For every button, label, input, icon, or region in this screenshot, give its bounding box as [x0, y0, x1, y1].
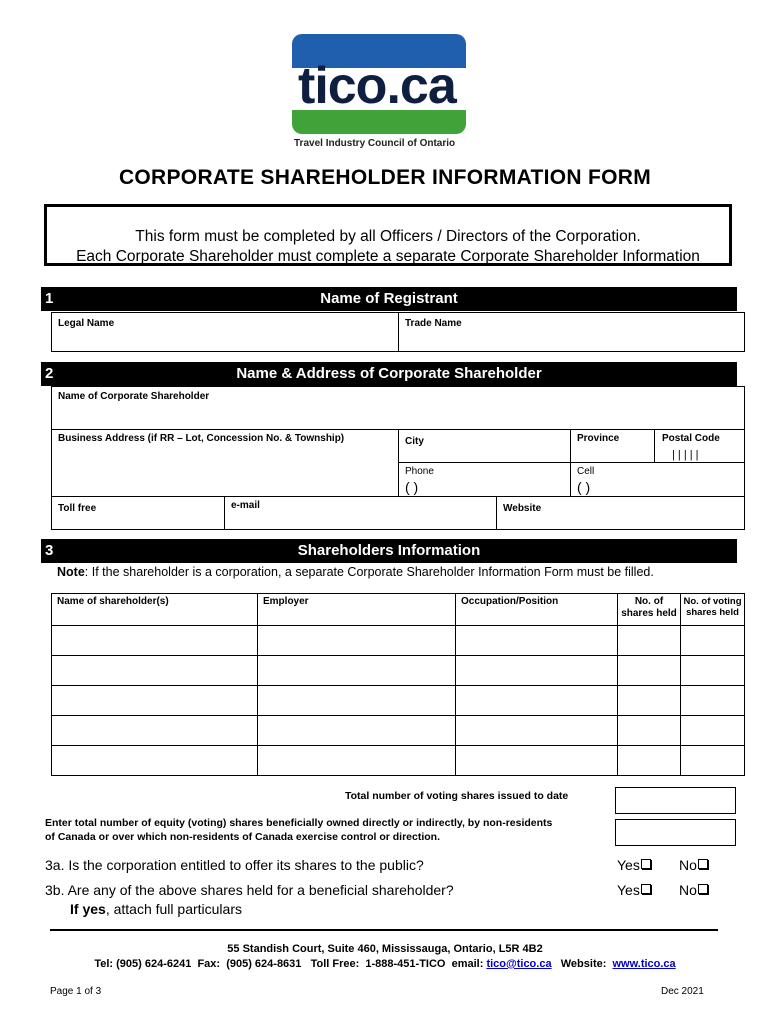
q3a-no-option[interactable]: [679, 857, 708, 873]
cell-name[interactable]: [52, 746, 258, 776]
if-yes-text: , attach full particulars: [105, 901, 242, 917]
cell-shares-held[interactable]: [618, 656, 681, 686]
cell-label: Cell: [577, 466, 595, 477]
cell-name[interactable]: [52, 686, 258, 716]
cell-employer[interactable]: [258, 686, 456, 716]
col-header-voting-shares: No. of voting shares held: [681, 594, 745, 626]
section-2-number: 2: [45, 365, 54, 382]
province-label: Province: [577, 433, 620, 444]
section-1-number: 1: [45, 290, 54, 307]
footer-website-link[interactable]: www.tico.ca: [612, 958, 676, 970]
cell-name[interactable]: [52, 656, 258, 686]
corporate-shareholder-name-field[interactable]: [51, 386, 745, 430]
table-row: [52, 746, 745, 776]
q3a-no-label: No: [679, 857, 697, 873]
table-row: [52, 716, 745, 746]
section-1-header: [41, 287, 737, 311]
intro-box: [44, 204, 732, 266]
city-field[interactable]: [398, 429, 571, 463]
q3b-no-label: No: [679, 882, 697, 898]
footer-address: 55 Standish Court, Suite 460, Mississauga, Ontario, L5R 4B2: [227, 943, 543, 955]
non-resident-shares-input[interactable]: [615, 819, 736, 846]
footer-contact: [0, 958, 770, 970]
revision-date: Dec 2021: [661, 986, 704, 997]
table-row: [52, 656, 745, 686]
business-address-label: Business Address (if RR – Lot, Concession No. & Township): [58, 433, 345, 444]
cell-name[interactable]: [52, 626, 258, 656]
cell-shares-held[interactable]: [618, 686, 681, 716]
cell-voting-shares[interactable]: [681, 686, 745, 716]
cell-shares-held[interactable]: [618, 626, 681, 656]
postal-code-ticks: | | | | |: [672, 449, 699, 461]
cell-occupation[interactable]: [456, 746, 618, 776]
toll-free-field[interactable]: [51, 496, 225, 530]
postal-code-label: Postal Code: [662, 433, 720, 444]
cell-employer[interactable]: [258, 746, 456, 776]
question-3b-instruction: [70, 901, 242, 917]
cell-voting-shares[interactable]: [681, 626, 745, 656]
col-header-occupation: Occupation/Position: [456, 594, 618, 626]
q3a-yes-checkbox[interactable]: [641, 859, 651, 869]
cell-voting-shares[interactable]: [681, 716, 745, 746]
q3b-yes-checkbox[interactable]: [641, 884, 651, 894]
q3b-yes-label: Yes: [617, 882, 640, 898]
footer-email-link[interactable]: tico@tico.ca: [486, 958, 552, 970]
cell-employer[interactable]: [258, 656, 456, 686]
cell-name[interactable]: [52, 716, 258, 746]
col-header-shares-held: No. of shares held: [618, 594, 681, 626]
note-bold-label: Note: [57, 565, 85, 579]
total-voting-shares-input[interactable]: [615, 787, 736, 814]
trade-name-label: Trade Name: [405, 318, 462, 329]
q3a-no-checkbox[interactable]: [698, 859, 708, 869]
footer-divider: [50, 929, 718, 931]
intro-line-1: This form must be completed by all Officers / Directors of the Corporation.: [135, 228, 641, 245]
cell-occupation[interactable]: [456, 686, 618, 716]
footer-website-label: Website:: [551, 958, 613, 970]
province-field[interactable]: [570, 429, 655, 463]
section-2-title: Name & Address of Corporate Shareholder: [236, 365, 542, 382]
page-number: Page 1 of 3: [50, 986, 102, 997]
table-row: [52, 626, 745, 656]
non-resident-shares-label: [45, 816, 552, 844]
non-resident-label-line-1: Enter total number of equity (voting) shares beneficially owned directly or indirectly, by non-residents: [45, 817, 553, 829]
cell-shares-held[interactable]: [618, 716, 681, 746]
trade-name-field[interactable]: [398, 312, 745, 352]
question-3a: 3a. Is the corporation entitled to offer its shares to the public?: [45, 857, 424, 873]
col-header-employer: Employer: [258, 594, 456, 626]
section-1-title: Name of Registrant: [320, 290, 458, 307]
section-3-title: Shareholders Information: [297, 542, 481, 559]
cell-area-code: ( ): [577, 479, 591, 495]
shareholders-note: [57, 565, 654, 579]
total-voting-shares-label: Total number of voting shares issued to date: [345, 790, 569, 802]
phone-label: Phone: [405, 466, 434, 477]
non-resident-label-line-2: of Canada or over which non-residents of Canada exercise control or direction.: [45, 831, 441, 843]
legal-name-field[interactable]: [51, 312, 399, 352]
logo-wordmark: tico.ca: [298, 57, 456, 115]
email-label: e-mail: [231, 500, 260, 511]
q3a-yes-label: Yes: [617, 857, 640, 873]
cell-occupation[interactable]: [456, 716, 618, 746]
cell-employer[interactable]: [258, 626, 456, 656]
email-field[interactable]: [224, 496, 497, 530]
city-label: City: [405, 436, 424, 447]
col-header-name: Name of shareholder(s): [52, 594, 258, 626]
cell-occupation[interactable]: [456, 656, 618, 686]
if-yes-bold: If yes: [70, 901, 106, 917]
website-field[interactable]: [496, 496, 745, 530]
cell-voting-shares[interactable]: [681, 746, 745, 776]
phone-area-code: ( ): [405, 479, 419, 495]
table-header-row: [52, 594, 745, 626]
q3a-yes-option[interactable]: [617, 857, 651, 873]
legal-name-label: Legal Name: [58, 318, 115, 329]
cell-employer[interactable]: [258, 716, 456, 746]
q3b-no-option[interactable]: [679, 882, 708, 898]
logo-tagline: Travel Industry Council of Ontario: [294, 138, 456, 149]
intro-line-2: Each Corporate Shareholder must complete a separate Corporate Shareholder Information: [76, 248, 700, 265]
postal-code-field[interactable]: [654, 429, 745, 463]
q3b-no-checkbox[interactable]: [698, 884, 708, 894]
website-label: Website: [503, 503, 542, 514]
tico-logo: [290, 34, 468, 156]
section-2-header: [41, 362, 737, 386]
shareholders-table: [51, 593, 745, 776]
table-row: [52, 686, 745, 716]
cell-voting-shares[interactable]: [681, 656, 745, 686]
toll-free-label: Toll free: [58, 503, 97, 514]
cell-shares-held[interactable]: [618, 746, 681, 776]
section-3-number: 3: [45, 542, 54, 559]
business-address-field[interactable]: [51, 429, 399, 497]
question-3b: 3b. Are any of the above shares held for a beneficial shareholder?: [45, 882, 454, 898]
section-3-header: [41, 539, 737, 563]
cell-occupation[interactable]: [456, 626, 618, 656]
footer-contact-text: Tel: (905) 624-6241 Fax: (905) 624-8631 Toll Free: 1-888-451-TICO email:: [94, 958, 487, 970]
note-text: : If the shareholder is a corporation, a separate Corporate Shareholder Information Form must be filled.: [84, 565, 654, 579]
form-title: CORPORATE SHAREHOLDER INFORMATION FORM: [118, 166, 652, 189]
phone-field[interactable]: [398, 462, 571, 497]
q3b-yes-option[interactable]: [617, 882, 651, 898]
cell-field[interactable]: [570, 462, 745, 497]
corporate-shareholder-name-label: Name of Corporate Shareholder: [58, 391, 210, 402]
